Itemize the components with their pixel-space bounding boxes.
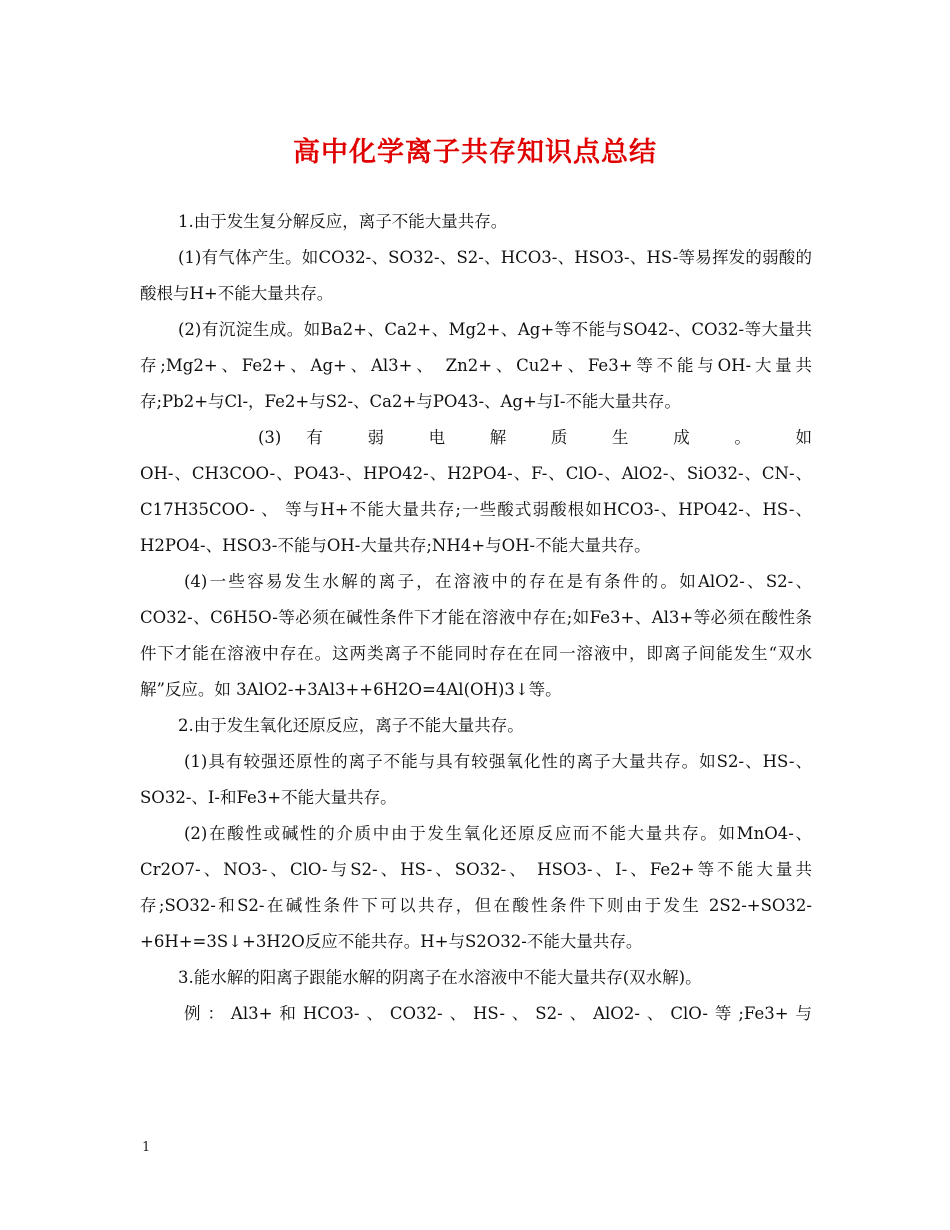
paragraph-4-body: OH-、CH3COO-、PO43-、HPO42-、H2PO4-、F-、ClO-、AlO2-、SiO32-、CN-、C17H35COO- 、 等与H+不能大量共存;一些酸式弱酸根如HCO3-、HPO42-、HS-、H2PO4-、HSO3-不能与OH-大量共存;NH4+与OH-不能大量共存。 xyxy=(140,464,812,555)
paragraph-7: (1)具有较强还原性的离子不能与具有较强氧化性的离子大量共存。如S2-、HS-、SO32-、I-和Fe3+不能大量共存。 xyxy=(140,752,812,807)
paragraph-4-heading: (3) 有 弱 电 解 质 生 成 。 如 xyxy=(258,428,812,447)
paragraph-1: 1.由于发生复分解反应，离子不能大量共存。 xyxy=(178,212,508,231)
paragraph-2: (1)有气体产生。如CO32-、SO32-、S2-、HCO3-、HSO3-、HS-等易挥发的弱酸的酸根与H+不能大量共存。 xyxy=(140,248,812,303)
paragraph-9: 3.能水解的阳离子跟能水解的阴离子在水溶液中不能大量共存(双水解)。 xyxy=(178,968,702,987)
paragraph-8: (2)在酸性或碱性的介质中由于发生氧化还原反应而不能大量共存。如MnO4-、Cr2O7-、NO3-、ClO-与S2-、HS-、SO32-、 HSO3-、I-、Fe2+等不能大量共存;SO32-和S2-在碱性条件下可以共存，但在酸性条件下则由于发生 2S2-+SO32-+6H+=3S↓+3H2O反应不能共存。H+与S2O32-不能大量共存。 xyxy=(140,824,812,951)
paragraph-6: 2.由于发生氧化还原反应，离子不能大量共存。 xyxy=(178,716,524,735)
body-text xyxy=(140,204,812,1032)
paragraph-10: 例：Al3+和HCO3-、CO32-、HS-、S2-、AlO2-、ClO-等;Fe3+与 xyxy=(184,1004,812,1023)
document-title: 高中化学离子共存知识点总结 xyxy=(293,137,657,168)
paragraph-3: (2)有沉淀生成。如Ba2+、Ca2+、Mg2+、Ag+等不能与SO42-、CO32-等大量共存;Mg2+、Fe2+、Ag+、Al3+、 Zn2+、Cu2+、Fe3+等不能与OH-大量共存;Pb2+与Cl-，Fe2+与S2-、Ca2+与PO43-、Ag+与I-不能大量共存。 xyxy=(140,320,812,411)
paragraph-5: (4)一些容易发生水解的离子，在溶液中的存在是有条件的。如AlO2-、S2-、CO32-、C6H5O-等必须在碱性条件下才能在溶液中存在;如Fe3+、Al3+等必须在酸性条件下才能在溶液中存在。这两类离子不能同时存在在同一溶液中，即离子间能发生“双水解”反应。如 3AlO2-+3Al3++6H2O=4Al(OH)3↓等。 xyxy=(140,572,812,699)
page-number: 1 xyxy=(142,1140,151,1155)
